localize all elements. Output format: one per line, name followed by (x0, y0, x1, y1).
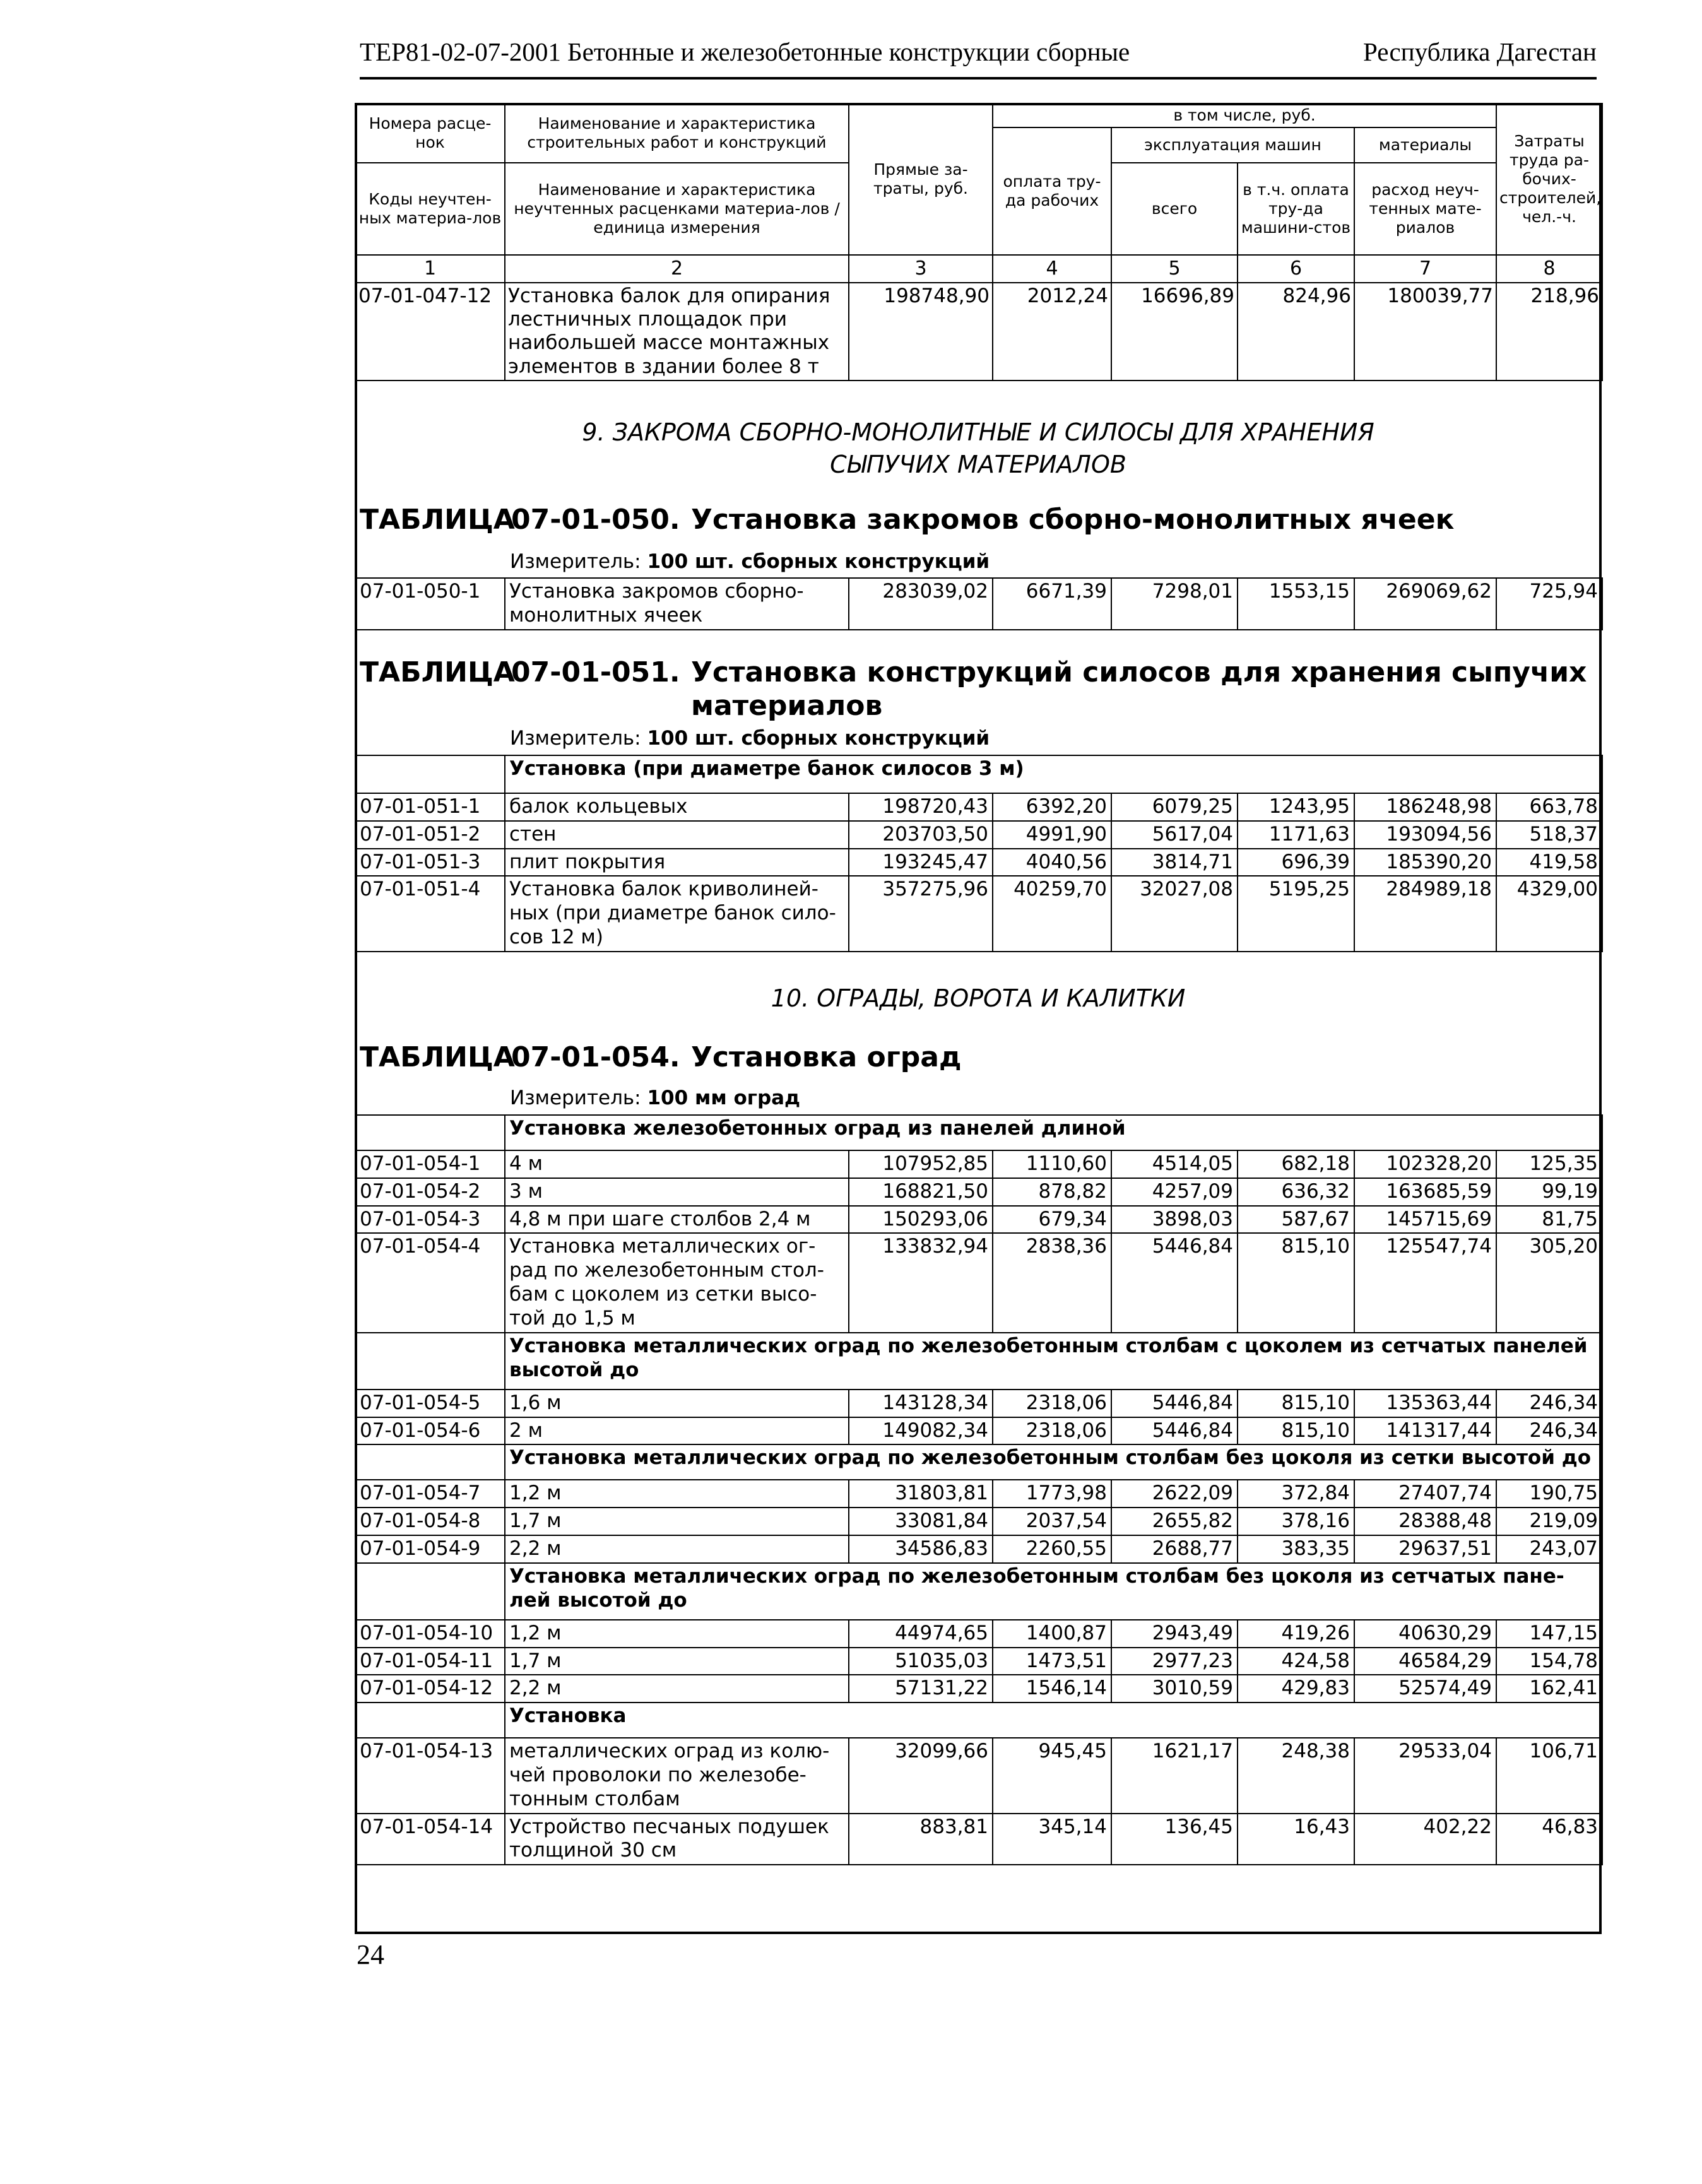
rate-code: 07-01-051-3 (355, 849, 505, 877)
value-machines: 2655,82 (1111, 1508, 1238, 1535)
value-materials: 284989,18 (1354, 876, 1496, 951)
table-row (355, 1675, 1602, 1703)
region-name: Республика Дагестан (1363, 37, 1597, 66)
section-10-line1: 10. ОГРАДЫ, ВОРОТА И КАЛИТКИ (771, 984, 1186, 1012)
rate-name: 3 м (505, 1178, 849, 1206)
value-labor-pay: 1473,51 (993, 1648, 1111, 1675)
col-incl: в том числе, руб. (993, 103, 1496, 127)
subheader-text: Установка металлических оград по железобетонным столбам без цоколя из сетчатых пане-лей высотой до (505, 1563, 1602, 1620)
value-machines: 4514,05 (1111, 1150, 1238, 1178)
table-row (355, 849, 1602, 877)
subheader-text: Установка железобетонных оград из панелей длиной (505, 1115, 1602, 1150)
col-number: 4 (993, 255, 1111, 283)
value-labor: 305,20 (1496, 1233, 1602, 1332)
rate-code: 07-01-054-6 (355, 1417, 505, 1445)
rate-code: 07-01-051-1 (355, 793, 505, 821)
value-labor: 106,71 (1496, 1738, 1602, 1813)
table-row (355, 1178, 1602, 1206)
col-number: 7 (1354, 255, 1496, 283)
value-machines: 32027,08 (1111, 876, 1238, 951)
value-machines: 3010,59 (1111, 1675, 1238, 1703)
value-machines-pay: 815,10 (1238, 1390, 1354, 1417)
value-direct: 198748,90 (849, 283, 993, 381)
value-materials: 402,22 (1354, 1814, 1496, 1865)
value-machines: 2943,49 (1111, 1620, 1238, 1648)
value-labor-pay: 345,14 (993, 1814, 1111, 1865)
value-labor-pay: 4991,90 (993, 821, 1111, 849)
rate-code: 07-01-050-1 (355, 578, 505, 630)
col-materials: материалы (1354, 127, 1496, 163)
value-labor: 419,58 (1496, 849, 1602, 877)
subheader-text: Установка металлических оград по железобетонным столбам без цоколя из сетки высотой до (505, 1444, 1602, 1480)
value-machines-pay: 682,18 (1238, 1150, 1354, 1178)
table-row (355, 1150, 1602, 1178)
value-machines-pay: 419,26 (1238, 1620, 1354, 1648)
table-row (355, 1508, 1602, 1535)
value-materials: 29533,04 (1354, 1738, 1496, 1813)
blank-cell (355, 1703, 505, 1738)
blank-cell (355, 1115, 505, 1150)
value-direct: 44974,65 (849, 1620, 993, 1648)
value-labor-pay: 945,45 (993, 1738, 1111, 1813)
table-row (355, 1814, 1602, 1865)
value-direct: 133832,94 (849, 1233, 993, 1332)
value-machines: 2977,23 (1111, 1648, 1238, 1675)
value-direct: 357275,96 (849, 876, 993, 951)
col-number: 3 (849, 255, 993, 283)
col-number: 6 (1238, 255, 1354, 283)
rate-code: 07-01-047-12 (355, 283, 505, 381)
col-name-top: Наименование и характеристика строительных работ и конструкций (505, 103, 849, 163)
blank-cell (355, 755, 505, 793)
unit-value: 100 шт. сборных конструкций (647, 550, 990, 573)
table-row (355, 1648, 1602, 1675)
unit-value: 100 шт. сборных конструкций (647, 727, 990, 750)
value-labor-pay: 6671,39 (993, 578, 1111, 630)
running-header (360, 37, 1597, 81)
value-labor: 154,78 (1496, 1648, 1602, 1675)
value-machines: 5446,84 (1111, 1417, 1238, 1445)
value-labor: 46,83 (1496, 1814, 1602, 1865)
value-direct: 107952,85 (849, 1150, 993, 1178)
value-machines-pay: 1553,15 (1238, 578, 1354, 630)
rate-name: 1,7 м (505, 1508, 849, 1535)
table-054-unit (510, 1087, 800, 1109)
blank-cell (355, 1444, 505, 1480)
subheader-text: Установка металлических оград по железобетонным столбам с цоколем из сетчатых панелей высотой до (505, 1333, 1602, 1390)
value-machines-pay: 383,35 (1238, 1535, 1354, 1563)
column-header-table (355, 103, 1603, 381)
table-054 (355, 1114, 1603, 1865)
value-labor: 190,75 (1496, 1480, 1602, 1508)
value-machines-pay: 1243,95 (1238, 793, 1354, 821)
col-number: 2 (505, 255, 849, 283)
col-number: 1 (355, 255, 505, 283)
rate-code: 07-01-054-1 (355, 1150, 505, 1178)
table-title-text: Установка закромов сборно-монолитных ячеек (691, 504, 1455, 536)
value-labor: 99,19 (1496, 1178, 1602, 1206)
value-machines: 2622,09 (1111, 1480, 1238, 1508)
table-number: 07-01-054. (511, 1041, 680, 1073)
value-machines-pay: 1171,63 (1238, 821, 1354, 849)
value-machines: 5617,04 (1111, 821, 1238, 849)
table-row (355, 1233, 1602, 1332)
subheader-row (355, 1703, 1602, 1738)
value-machines: 1621,17 (1111, 1738, 1238, 1813)
table-label: ТАБЛИЦА (360, 504, 515, 536)
value-labor: 518,37 (1496, 821, 1602, 849)
value-direct: 33081,84 (849, 1508, 993, 1535)
value-machines-pay: 5195,25 (1238, 876, 1354, 951)
value-machines: 3814,71 (1111, 849, 1238, 877)
value-labor: 243,07 (1496, 1535, 1602, 1563)
rate-name: стен (505, 821, 849, 849)
value-direct: 150293,06 (849, 1206, 993, 1234)
table-051-unit (510, 727, 990, 750)
rate-name: 2,2 м (505, 1675, 849, 1703)
value-machines-pay: 587,67 (1238, 1206, 1354, 1234)
col-direct: Прямые за-траты, руб. (849, 103, 993, 255)
header-rule (360, 77, 1597, 80)
rate-name: 1,7 м (505, 1648, 849, 1675)
value-machines: 5446,84 (1111, 1233, 1238, 1332)
rate-name: Установка балок для опирания лестничных площадок при наибольшей массе монтажных элементов в здании более 8 т (505, 283, 849, 381)
unit-label: Измеритель: (510, 1087, 641, 1109)
col-number: 8 (1496, 255, 1602, 283)
value-labor: 125,35 (1496, 1150, 1602, 1178)
value-materials: 163685,59 (1354, 1178, 1496, 1206)
section-9-line1: 9. ЗАКРОМА СБОРНО-МОНОЛИТНЫЕ И СИЛОСЫ ДЛЯ ХРАНЕНИЯ (582, 418, 1374, 446)
value-direct: 51035,03 (849, 1648, 993, 1675)
col-machines-total: всего (1111, 163, 1238, 255)
table-051 (355, 755, 1603, 952)
rate-code: 07-01-051-4 (355, 876, 505, 951)
table-number: 07-01-050. (511, 504, 680, 536)
value-labor: 162,41 (1496, 1675, 1602, 1703)
value-machines-pay: 378,16 (1238, 1508, 1354, 1535)
value-labor-pay: 2318,06 (993, 1390, 1111, 1417)
value-materials: 186248,98 (1354, 793, 1496, 821)
rate-code: 07-01-054-4 (355, 1233, 505, 1332)
rate-code: 07-01-054-14 (355, 1814, 505, 1865)
table-row (355, 283, 1602, 381)
value-labor-pay: 4040,56 (993, 849, 1111, 877)
page-number: 24 (357, 1939, 384, 1970)
value-machines-pay: 372,84 (1238, 1480, 1354, 1508)
table-row (355, 876, 1602, 951)
subheader-row (355, 1333, 1602, 1390)
rate-name: Установка металлических ог-рад по железобетонным стол-бам с цоколем из сетки высо-той до 1,5 м (505, 1233, 849, 1332)
rate-code: 07-01-054-11 (355, 1648, 505, 1675)
rate-code: 07-01-054-9 (355, 1535, 505, 1563)
col-number: 5 (1111, 255, 1238, 283)
value-labor-pay: 2838,36 (993, 1233, 1111, 1332)
value-materials: 141317,44 (1354, 1417, 1496, 1445)
value-labor-pay: 878,82 (993, 1178, 1111, 1206)
table-row (355, 1206, 1602, 1234)
rate-name: 4,8 м при шаге столбов 2,4 м (505, 1206, 849, 1234)
value-materials: 28388,48 (1354, 1508, 1496, 1535)
table-row (355, 821, 1602, 849)
value-machines: 136,45 (1111, 1814, 1238, 1865)
value-labor-pay: 40259,70 (993, 876, 1111, 951)
value-machines: 3898,03 (1111, 1206, 1238, 1234)
value-machines: 6079,25 (1111, 793, 1238, 821)
value-machines-pay: 424,58 (1238, 1648, 1354, 1675)
value-machines-pay: 636,32 (1238, 1178, 1354, 1206)
subheader-text: Установка (при диаметре банок силосов 3 м) (505, 755, 1602, 793)
value-labor: 725,94 (1496, 578, 1602, 630)
value-materials: 27407,74 (1354, 1480, 1496, 1508)
rate-code: 07-01-054-13 (355, 1738, 505, 1813)
unit-value: 100 мм оград (647, 1087, 801, 1109)
value-direct: 143128,34 (849, 1390, 993, 1417)
value-materials: 145715,69 (1354, 1206, 1496, 1234)
value-labor-pay: 1773,98 (993, 1480, 1111, 1508)
subheader-text: Установка (505, 1703, 1602, 1738)
table-row (355, 1480, 1602, 1508)
value-labor-pay: 1546,14 (993, 1675, 1111, 1703)
value-labor-pay: 1110,60 (993, 1150, 1111, 1178)
document-title: ТЕР81-02-07-2001 Бетонные и железобетонные конструкции сборные (360, 37, 1130, 66)
table-050-title (360, 504, 1597, 541)
value-materials: 125547,74 (1354, 1233, 1496, 1332)
table-title-text: Установка оград (691, 1041, 962, 1073)
value-machines-pay: 696,39 (1238, 849, 1354, 877)
value-direct: 283039,02 (849, 578, 993, 630)
value-labor-pay: 2037,54 (993, 1508, 1111, 1535)
table-051-title (360, 656, 1597, 732)
value-materials: 180039,77 (1354, 283, 1496, 381)
col-materials-sub: расход неуч-тенных мате-риалов (1354, 163, 1496, 255)
col-labor: Затраты труда ра-бочих-строителей, чел.-ч. (1496, 103, 1602, 255)
value-materials: 193094,56 (1354, 821, 1496, 849)
value-machines: 7298,01 (1111, 578, 1238, 630)
table-row (355, 578, 1602, 630)
value-direct: 203703,50 (849, 821, 993, 849)
value-labor-pay: 1400,87 (993, 1620, 1111, 1648)
section-9-title (355, 416, 1602, 481)
table-row (355, 1620, 1602, 1648)
rate-name: 1,2 м (505, 1480, 849, 1508)
rate-name: 2,2 м (505, 1535, 849, 1563)
value-direct: 193245,47 (849, 849, 993, 877)
value-machines: 2688,77 (1111, 1535, 1238, 1563)
rate-name: Установка закромов сборно-монолитных ячеек (505, 578, 849, 630)
value-labor-pay: 6392,20 (993, 793, 1111, 821)
value-machines-pay: 248,38 (1238, 1738, 1354, 1813)
rate-name: 1,6 м (505, 1390, 849, 1417)
value-labor: 246,34 (1496, 1390, 1602, 1417)
rate-code: 07-01-054-8 (355, 1508, 505, 1535)
table-label: ТАБЛИЦА (360, 656, 515, 688)
rate-code: 07-01-054-12 (355, 1675, 505, 1703)
table-row (355, 1535, 1602, 1563)
blank-cell (355, 1333, 505, 1390)
value-machines: 16696,89 (1111, 283, 1238, 381)
rate-code: 07-01-054-7 (355, 1480, 505, 1508)
value-labor-pay: 679,34 (993, 1206, 1111, 1234)
value-direct: 34586,83 (849, 1535, 993, 1563)
subheader-row (355, 1563, 1602, 1620)
section-9-line2: СЫПУЧИХ МАТЕРИАЛОВ (830, 451, 1126, 479)
rate-name: 2 м (505, 1417, 849, 1445)
value-labor: 81,75 (1496, 1206, 1602, 1234)
table-row (355, 1417, 1602, 1445)
value-machines-pay: 824,96 (1238, 283, 1354, 381)
rate-name: 1,2 м (505, 1620, 849, 1648)
value-direct: 57131,22 (849, 1675, 993, 1703)
subheader-row (355, 755, 1602, 793)
table-050 (355, 577, 1603, 630)
rate-name: Установка балок криволиней-ных (при диаметре банок сило-сов 12 м) (505, 876, 849, 951)
value-materials: 102328,20 (1354, 1150, 1496, 1178)
value-materials: 46584,29 (1354, 1648, 1496, 1675)
value-machines-pay: 815,10 (1238, 1417, 1354, 1445)
col-labor-pay: оплата тру-да рабочих (993, 127, 1111, 255)
value-labor: 219,09 (1496, 1508, 1602, 1535)
value-labor-pay: 2012,24 (993, 283, 1111, 381)
table-label: ТАБЛИЦА (360, 1041, 515, 1073)
unit-label: Измеритель: (510, 727, 641, 750)
value-materials: 269069,62 (1354, 578, 1496, 630)
value-materials: 135363,44 (1354, 1390, 1496, 1417)
rate-name: плит покрытия (505, 849, 849, 877)
rate-name: Устройство песчаных подушек толщиной 30 см (505, 1814, 849, 1865)
value-machines-pay: 16,43 (1238, 1814, 1354, 1865)
subheader-row (355, 1115, 1602, 1150)
rate-code: 07-01-054-3 (355, 1206, 505, 1234)
col-name-bottom: Наименование и характеристика неучтенных расценками материа-лов / единица измерения (505, 163, 849, 255)
table-row (355, 793, 1602, 821)
table-title-text: Установка конструкций силосов для хранения сыпучих материалов (691, 656, 1587, 722)
value-labor: 147,15 (1496, 1620, 1602, 1648)
value-materials: 185390,20 (1354, 849, 1496, 877)
col-codes-bottom: Коды неучтен-ных материа-лов (355, 163, 505, 255)
rate-code: 07-01-054-10 (355, 1620, 505, 1648)
value-machines: 4257,09 (1111, 1178, 1238, 1206)
col-codes-top: Номера расце-нок (355, 103, 505, 163)
value-materials: 29637,51 (1354, 1535, 1496, 1563)
value-direct: 168821,50 (849, 1178, 993, 1206)
table-number: 07-01-051. (511, 656, 680, 688)
value-labor: 218,96 (1496, 283, 1602, 381)
value-labor: 246,34 (1496, 1417, 1602, 1445)
col-machines-pay: в т.ч. оплата тру-да машини-стов (1238, 163, 1354, 255)
col-machines: эксплуатация машин (1111, 127, 1354, 163)
unit-label: Измеритель: (510, 550, 641, 573)
blank-cell (355, 1563, 505, 1620)
rate-code: 07-01-051-2 (355, 821, 505, 849)
value-direct: 32099,66 (849, 1738, 993, 1813)
value-labor: 4329,00 (1496, 876, 1602, 951)
value-machines-pay: 429,83 (1238, 1675, 1354, 1703)
section-10-title (355, 983, 1602, 1015)
subheader-row (355, 1444, 1602, 1480)
value-labor-pay: 2318,06 (993, 1417, 1111, 1445)
table-row (355, 1738, 1602, 1813)
value-direct: 198720,43 (849, 793, 993, 821)
rate-code: 07-01-054-2 (355, 1178, 505, 1206)
rate-name: 4 м (505, 1150, 849, 1178)
value-direct: 883,81 (849, 1814, 993, 1865)
value-labor-pay: 2260,55 (993, 1535, 1111, 1563)
table-050-unit (510, 550, 990, 573)
value-materials: 52574,49 (1354, 1675, 1496, 1703)
rate-name: металлических оград из колю-чей проволоки по железобе-тонным столбам (505, 1738, 849, 1813)
value-direct: 31803,81 (849, 1480, 993, 1508)
rate-code: 07-01-054-5 (355, 1390, 505, 1417)
table-054-title (360, 1041, 1597, 1079)
value-machines-pay: 815,10 (1238, 1233, 1354, 1332)
value-machines: 5446,84 (1111, 1390, 1238, 1417)
value-materials: 40630,29 (1354, 1620, 1496, 1648)
table-row (355, 1390, 1602, 1417)
value-labor: 663,78 (1496, 793, 1602, 821)
rate-name: балок кольцевых (505, 793, 849, 821)
value-direct: 149082,34 (849, 1417, 993, 1445)
